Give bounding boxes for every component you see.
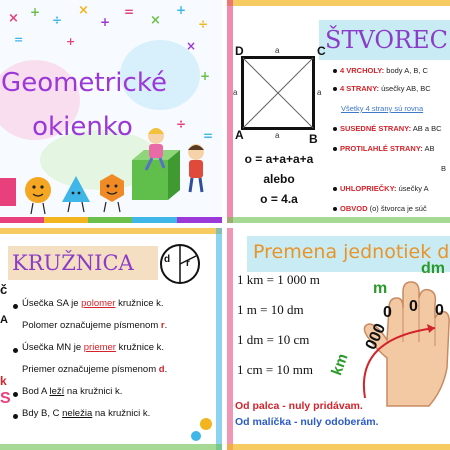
- list-item-continuation: B: [441, 164, 447, 173]
- list-item-note: Všetky 4 strany sú rovna: [341, 104, 424, 113]
- list-item: UHLOPRIEČKY: úsečky A: [333, 184, 429, 193]
- conversion-row: 1 km = 1 000 m: [237, 272, 320, 287]
- formula-or: alebo: [263, 172, 295, 186]
- confetti-icon: +: [30, 5, 41, 19]
- confetti-icon: +: [66, 35, 76, 48]
- circle-fact-row: Bdy B, C neležia na kružnici k.: [22, 408, 151, 419]
- confetti-icon: +: [176, 3, 187, 17]
- side-a-label: a: [233, 88, 238, 97]
- side-a-label: a: [317, 88, 322, 97]
- units-panel: [227, 228, 450, 450]
- vertex-c-label: C: [317, 44, 326, 58]
- conversion-row: 1 cm = 10 mm: [237, 362, 313, 377]
- red-arc-arrow: [345, 318, 445, 408]
- circle-fact-row: Úsečka MN je priemer kružnice k.: [22, 342, 165, 353]
- edge-letter: k: [0, 374, 7, 388]
- vertex-d-label: D: [235, 44, 244, 58]
- list-item: OBVOD (o) štvorca je súč: [333, 204, 427, 213]
- confetti-icon: +: [200, 69, 211, 83]
- note-pinky: Od malíčka - nuly odoberám.: [235, 416, 379, 428]
- zero-label: 0: [435, 302, 444, 319]
- bullet: [13, 304, 18, 309]
- cover-title-line-1: Geometrické: [1, 68, 167, 98]
- confetti-icon: =: [14, 33, 24, 46]
- zero-label: 0: [383, 304, 392, 321]
- circle-fact-row: Priemer označujeme písmenom d.: [22, 364, 168, 375]
- confetti-icon: ÷: [52, 13, 63, 27]
- confetti-icon: =: [124, 5, 135, 19]
- unit-dm-label: dm: [421, 260, 445, 277]
- edge-letter: S: [0, 390, 11, 407]
- conversion-row: 1 m = 10 dm: [237, 302, 304, 317]
- circle-fact-row: Polomer označujeme písmenom r.: [22, 320, 168, 331]
- conversion-row: 1 dm = 10 cm: [237, 332, 310, 347]
- confetti-icon: +: [100, 15, 111, 29]
- square-heading: ŠTVOREC: [319, 20, 450, 60]
- circle-heading: KRUŽNICA: [12, 251, 134, 275]
- circle-fact-row: Bod A leží na kružnici k.: [22, 386, 123, 397]
- confetti-icon: ×: [8, 11, 19, 26]
- confetti-icon: ×: [186, 39, 197, 53]
- list-item: SUSEDNÉ STRANY: AB a BC: [333, 124, 442, 133]
- vertex-a-label: A: [235, 128, 244, 142]
- cover-panel: [0, 0, 222, 223]
- confetti-icon: =: [203, 129, 214, 143]
- list-item: PROTILAHLÉ STRANY: AB: [333, 144, 434, 153]
- unit-km-label: km: [328, 351, 352, 378]
- perimeter-formula: o = a+a+a+a: [244, 152, 314, 166]
- square-panel: [227, 0, 450, 223]
- confetti-icon: ×: [150, 13, 161, 28]
- perimeter-formula-short: o = 4.a: [260, 192, 298, 206]
- side-a-label: a: [275, 46, 280, 55]
- list-item: 4 VRCHOLY: body A, B, C: [333, 66, 428, 75]
- list-item: 4 STRANY: úsečky AB, BC: [333, 84, 431, 93]
- square-diagram: [241, 56, 315, 130]
- zeros-label: 000: [362, 321, 390, 353]
- side-a-label: a: [275, 131, 280, 140]
- confetti-icon: ÷: [198, 17, 209, 31]
- units-heading-banner: [247, 236, 450, 272]
- confetti-icon: ×: [78, 3, 89, 18]
- bullet: [13, 392, 18, 397]
- edge-letter: A: [0, 314, 8, 326]
- shape-characters-icon: [0, 117, 222, 223]
- edge-letter: č: [0, 282, 8, 297]
- circle-fact-row: Úsečka SA je polomer kružnice k.: [22, 298, 164, 309]
- units-heading: Premena jednotiek d: [253, 241, 450, 263]
- circle-panel: [0, 228, 222, 450]
- radius-label: r: [186, 258, 190, 269]
- bullet: [13, 414, 18, 419]
- zero-label: 0: [409, 298, 418, 315]
- bullet: [13, 348, 18, 353]
- vertex-b-label: B: [309, 132, 318, 146]
- diameter-label: d: [164, 254, 171, 265]
- unit-m-label: m: [373, 280, 388, 297]
- cover-title-line-2: okienko: [32, 112, 133, 142]
- note-thumb: Od palca - nuly pridávam.: [235, 400, 363, 412]
- confetti-icon: ÷: [176, 117, 187, 131]
